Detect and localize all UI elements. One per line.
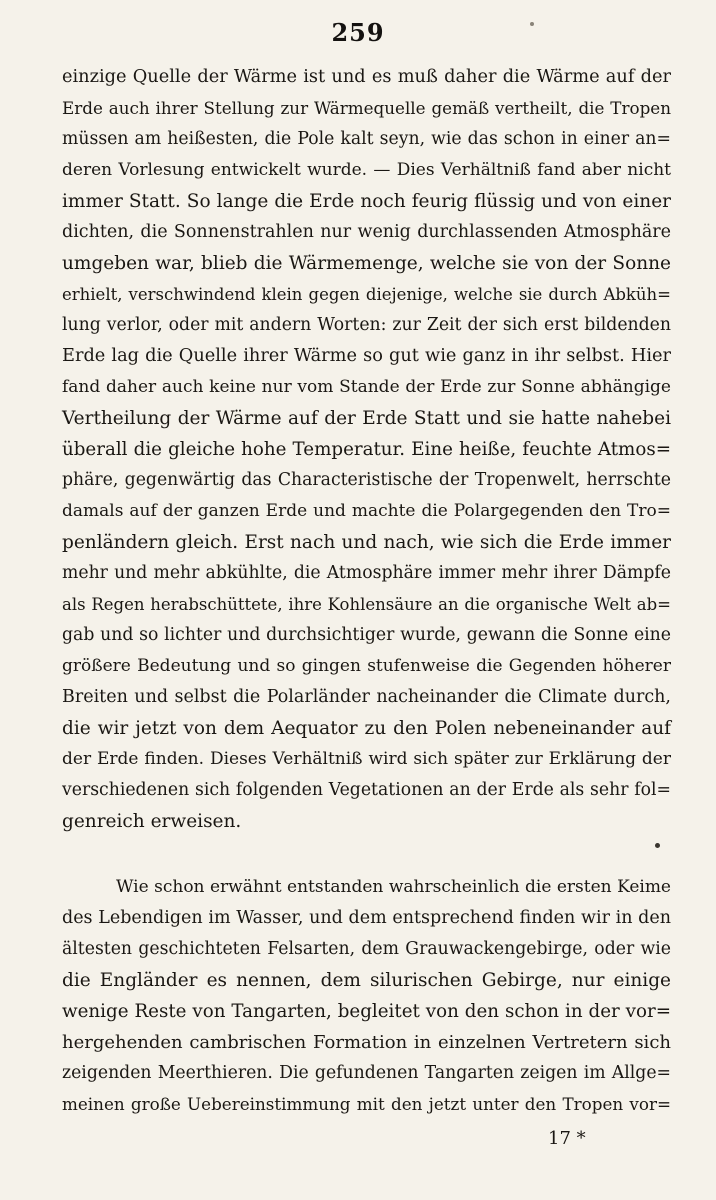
text-line: deren Vorlesung entwickelt wurde. — Dies Verhältniß fand aber nicht [62,160,671,180]
text-line: immer Statt. So lange die Erde noch feurig flüssig und von einer [62,191,671,212]
text-line: dichten, die Sonnenstrahlen nur wenig durchlassenden Atmosphäre [62,222,671,242]
text-line: die Engländer es nennen, dem silurischen Gebirge, nur einige [62,970,671,991]
text-line: phäre, gegenwärtig das Characteristische der Tropenwelt, herrschte [62,470,671,490]
text-line: Breiten und selbst die Polarländer nacheinander die Climate durch, [62,687,671,707]
text-line: gab und so lichter und durchsichtiger wurde, gewann die Sonne eine [62,625,671,645]
text-line: erhielt, verschwindend klein gegen diejenige, welche sie durch Abküh= [62,285,671,304]
text-line: ältesten geschichteten Felsarten, dem Grauwackengebirge, oder wie [62,939,671,959]
text-line: Wie schon erwähnt entstanden wahrscheinlich die ersten Keime [116,877,671,897]
text-line: überall die gleiche hohe Temperatur. Eine heiße, feuchte Atmos= [62,439,671,460]
text-line: damals auf der ganzen Erde und machte die Polargegenden den Tro= [62,501,671,521]
signature-mark: 17 * [548,1128,586,1149]
text-line: einzige Quelle der Wärme ist und es muß daher die Wärme auf der [62,67,671,87]
text-line: des Lebendigen im Wasser, und dem entsprechend finden wir in den [62,908,671,928]
text-line: penländern gleich. Erst nach und nach, wie sich die Erde immer [62,532,671,553]
text-line: Erde lag die Quelle ihrer Wärme so gut wie ganz in ihr selbst. Hier [62,346,671,366]
text-line: fand daher auch keine nur vom Stande der Erde zur Sonne abhängige [62,377,671,397]
text-line: Erde auch ihrer Stellung zur Wärmequelle gemäß vertheilt, die Tropen [62,98,671,118]
page-number: 259 [331,18,385,47]
text-line: genreich erweisen. [62,811,242,832]
paragraph-2 [62,872,671,1120]
text-line: der Erde finden. Dieses Verhältniß wird sich später zur Erklärung der [62,749,671,769]
text-line: mehr und mehr abkühlte, die Atmosphäre immer mehr ihrer Dämpfe [62,563,671,583]
text-line: zeigenden Meerthieren. Die gefundenen Tangarten zeigen im Allge= [62,1063,671,1083]
text-line: die wir jetzt von dem Aequator zu den Polen nebeneinander auf [62,718,671,739]
text-line: Vertheilung der Wärme auf der Erde Statt und sie hatte nahebei [62,408,671,429]
paragraph-1 [62,62,671,837]
text-line: hergehenden cambrischen Formation in einzelnen Vertretern sich [62,1032,671,1053]
text-line: wenige Reste von Tangarten, begleitet von den schon in der vor= [62,1001,671,1022]
text-line: lung verlor, oder mit andern Worten: zur Zeit der sich erst bildenden [62,315,671,335]
ink-mark [655,843,660,848]
text-line: größere Bedeutung und so gingen stufenweise die Gegenden höherer [62,656,671,676]
text-line: als Regen herabschüttete, ihre Kohlensäure an die organische Welt ab= [62,595,671,614]
text-line: umgeben war, blieb die Wärmemenge, welche sie von der Sonne [62,253,671,274]
text-line: meinen große Uebereinstimmung mit den jetzt unter den Tropen vor= [62,1094,671,1114]
text-line: verschiedenen sich folgenden Vegetationen an der Erde als sehr fol= [62,780,671,800]
text-line: müssen am heißesten, die Pole kalt seyn, wie das schon in einer an= [62,129,671,149]
